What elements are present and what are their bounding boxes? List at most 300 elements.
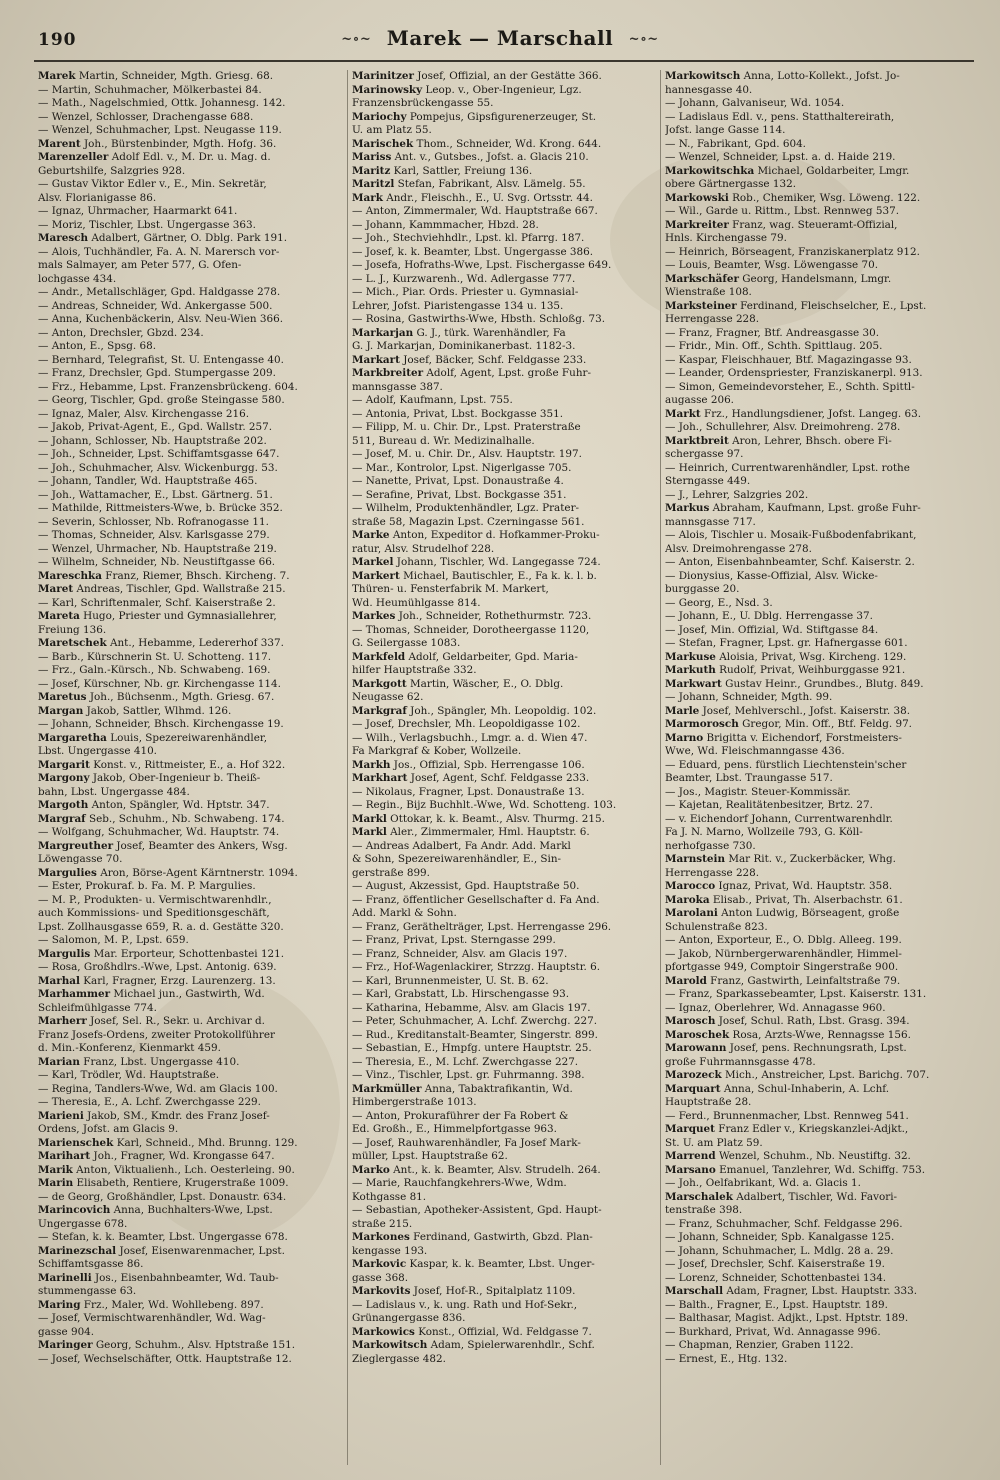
directory-entry: [38, 273, 341, 287]
entry-text: schergasse 97.: [665, 448, 744, 460]
directory-entry: [38, 462, 341, 476]
directory-entry: [352, 1191, 654, 1205]
directory-entry: [38, 907, 341, 921]
directory-entry: [665, 246, 967, 260]
directory-entry-surname: [352, 1164, 654, 1178]
entry-text: Wenzel, Schuhm., Nb. Neustiftg. 32.: [718, 1150, 911, 1162]
directory-entry: [38, 1231, 341, 1245]
directory-entry-surname: [38, 772, 341, 786]
entry-text: mals Salmayer, am Peter 577, G. Ofen-: [38, 259, 242, 271]
directory-entry-surname: [38, 1177, 341, 1191]
entry-surname: Marmorosch: [665, 718, 739, 730]
directory-entry-surname: [665, 1083, 967, 1097]
directory-entry: [38, 597, 341, 611]
entry-text: — Johann, Galvaniseur, Wd. 1054.: [665, 97, 845, 109]
directory-entry: [665, 286, 967, 300]
directory-entry-surname: [665, 894, 967, 908]
entry-text: pfortgasse 949, Comptoir Singerstraße 900.: [665, 961, 899, 973]
entry-text: — Louis, Beamter, Wsg. Löwengasse 70.: [665, 259, 879, 271]
directory-entry: [665, 1137, 967, 1151]
entry-text: — Math., Nagelschmied, Ottk. Johannesg. 142.: [38, 97, 286, 109]
entry-text: Grünangergasse 836.: [352, 1312, 466, 1324]
directory-entry: [38, 1312, 341, 1326]
entry-text: — Ignaz, Maler, Alsv. Kirchengasse 216.: [38, 407, 250, 420]
entry-surname: Marksteiner: [665, 299, 737, 312]
directory-entry: [352, 948, 654, 962]
entry-text: — Wolfgang, Schuhmacher, Wd. Hauptstr. 74.: [38, 826, 280, 838]
entry-text: Brigitta v. Eichendorf, Forstmeisters-: [706, 731, 902, 744]
entry-text: burggasse 20.: [665, 583, 740, 595]
directory-entry: [665, 448, 967, 462]
directory-entry: [38, 124, 341, 138]
entry-surname: Maring: [38, 1298, 81, 1311]
directory-entry: [665, 462, 967, 476]
entry-text: mannsgasse 717.: [665, 515, 756, 528]
directory-entry: [665, 570, 967, 584]
entry-surname: Markowics: [352, 1325, 415, 1338]
entry-surname: Maresch: [38, 232, 89, 244]
entry-text: — Severin, Schlosser, Nb. Rofranogasse 11.: [38, 515, 269, 528]
directory-entry-surname: [38, 705, 341, 719]
entry-text: Jakob, Ober-Ingenieur b. Theiß-: [92, 772, 261, 784]
directory-entry: [352, 340, 654, 354]
entry-text: straße 215.: [352, 1217, 413, 1230]
directory-entry: [352, 1056, 654, 1070]
entry-text: — August, Akzessist, Gpd. Hauptstraße 50.: [352, 880, 580, 892]
directory-entry: [352, 732, 654, 746]
entry-text: — Thomas, Schneider, Dorotheergasse 1120,: [352, 623, 590, 636]
entry-text: 511, Bureau d. Wr. Medizinalhalle.: [352, 434, 535, 447]
directory-entry: [38, 1029, 341, 1043]
directory-entry: [665, 151, 967, 165]
entry-text: — Joh., Wattamacher, E., Lbst. Gärtnerg. 51.: [38, 488, 273, 501]
directory-entry: [352, 1029, 654, 1043]
directory-entry: [665, 840, 967, 854]
directory-entry: [38, 745, 341, 759]
entry-text: Josef, Offizial, an der Gestätte 366.: [417, 70, 602, 82]
directory-entry: [352, 853, 654, 867]
entry-text: Michael, Bautischler, E., Fa k. k. l. b.: [403, 569, 597, 582]
entry-text: Rob., Chemiker, Wsg. Löweng. 122.: [732, 191, 921, 204]
entry-surname: Markowitsch: [665, 70, 741, 82]
entry-surname: Marquart: [665, 1082, 721, 1095]
directory-entry: [38, 259, 341, 273]
entry-text: Adam, Fragner, Lbst. Hauptstr. 333.: [726, 1285, 918, 1297]
entry-text: — Andr., Metallschläger, Gpd. Haldgasse 278.: [38, 286, 281, 298]
entry-text: — Ester, Prokuraf. b. Fa. M. P. Margulies.: [38, 880, 256, 892]
entry-text: — Franz, Schuhmacher, Schf. Feldgasse 296.: [665, 1217, 903, 1230]
entry-text: Adalbert, Tischler, Wd. Favori-: [736, 1190, 898, 1203]
directory-entry-surname: [38, 759, 341, 773]
directory-entry: [38, 84, 341, 98]
directory-entry: [38, 178, 341, 192]
directory-entry: [352, 124, 654, 138]
directory-entry-surname: [352, 111, 654, 125]
directory-entry: [665, 1056, 967, 1070]
entry-text: stummengasse 63.: [38, 1285, 137, 1297]
directory-entry: [38, 286, 341, 300]
directory-entry: [38, 894, 341, 908]
directory-entry-surname: [38, 1272, 341, 1286]
entry-text: Schleifmühlgasse 774.: [38, 1001, 157, 1014]
directory-entry: [352, 1177, 654, 1191]
entry-text: — Wil., Garde u. Rittm., Lbst. Rennweg 537.: [665, 205, 900, 217]
entry-surname: Marik: [38, 1163, 73, 1176]
directory-entry: [665, 961, 967, 975]
entry-text: Franz, wag. Steueramt-Offizial,: [732, 218, 898, 231]
entry-text: Joh., Bürstenbinder, Mgth. Hofg. 36.: [84, 137, 277, 150]
directory-entry: [665, 1218, 967, 1232]
entry-surname: Markt: [665, 407, 701, 420]
directory-entry: [38, 880, 341, 894]
entry-text: — Mar., Kontrolor, Lpst. Nigerlgasse 705.: [352, 461, 572, 474]
entry-surname: Marek: [38, 70, 76, 82]
directory-entry: [352, 286, 654, 300]
entry-text: Wienstraße 108.: [665, 286, 752, 298]
directory-entry: [38, 1083, 341, 1097]
directory-entry: [38, 921, 341, 935]
entry-text: — Dionysius, Kasse-Offizial, Alsv. Wicke-: [665, 569, 878, 582]
entry-surname: Marian: [38, 1055, 80, 1068]
entry-text: — Joh., Oelfabrikant, Wd. a. Glacis 1.: [665, 1177, 861, 1189]
entry-text: Franz Edler v., Kriegskanzlei-Adjkt.,: [718, 1123, 909, 1135]
entry-text: — Franz, Fragner, Btf. Andreasgasse 30.: [665, 326, 880, 339]
entry-surname: Marischek: [352, 137, 414, 150]
entry-surname: Marschalek: [665, 1190, 733, 1203]
entry-text: Hauptstraße 28.: [665, 1096, 752, 1108]
entry-surname: Mark: [352, 191, 383, 204]
entry-text: — Johann, E., U. Dblg. Herrengasse 37.: [665, 610, 873, 622]
entry-text: — Regin., Bijz Buchhlt.-Wwe, Wd. Schotteng. 103.: [352, 799, 617, 811]
entry-text: Anna, Lotto-Kollekt., Jofst. Jo-: [743, 70, 900, 82]
entry-surname: Marhammer: [38, 988, 111, 1000]
directory-entry-surname: [352, 570, 654, 584]
directory-entry: [665, 381, 967, 395]
directory-entry: [352, 448, 654, 462]
directory-entry: [38, 205, 341, 219]
directory-entry-surname: [665, 1164, 967, 1178]
directory-entry-surname: [665, 70, 967, 84]
entry-surname: Markarjan: [352, 326, 414, 339]
entry-text: — Nikolaus, Fragner, Lpst. Donaustraße 13.: [352, 785, 585, 798]
entry-text: d. Min.-Konferenz, Kienmarkt 459.: [38, 1042, 221, 1054]
entry-text: — Anton, Drechsler, Gbzd. 234.: [38, 326, 204, 339]
directory-entry: [352, 435, 654, 449]
entry-text: — Serafine, Privat, Lbst. Bockgasse 351.: [352, 488, 567, 501]
directory-entry: [665, 1204, 967, 1218]
entry-surname: Markreiter: [665, 218, 729, 231]
entry-text: Elisab., Privat, Th. Alserbachstr. 61.: [712, 893, 903, 906]
entry-text: — Gustav Viktor Edler v., E., Min. Sekretär,: [38, 178, 267, 190]
directory-entry-surname: [352, 678, 654, 692]
directory-entry: [665, 813, 967, 827]
directory-entry: [38, 1069, 341, 1083]
entry-text: — Franz, Schneider, Alsv. am Glacis 197.: [352, 947, 568, 960]
directory-entry: [352, 975, 654, 989]
directory-entry: [352, 1218, 654, 1232]
entry-surname: Margan: [38, 704, 84, 717]
directory-entry: [352, 394, 654, 408]
entry-text: Anna, Schul-Inhaberin, A. Lchf.: [723, 1082, 890, 1095]
entry-text: Hugo, Priester und Gymnasiallehrer,: [83, 610, 277, 622]
entry-surname: Mareschka: [38, 569, 102, 582]
directory-entry-surname: [352, 1339, 654, 1353]
entry-text: — Wenzel, Schlosser, Drachengasse 688.: [38, 110, 254, 123]
entry-text: hannesgasse 40.: [665, 83, 753, 96]
entry-surname: Marke: [352, 529, 390, 541]
entry-text: — Filipp, M. u. Chir. Dr., Lpst. Praterstraße: [352, 421, 581, 433]
entry-text: Josef, Hof-R., Spitalplatz 1109.: [413, 1285, 576, 1297]
entry-text: — Johann, Schneider, Bhsch. Kirchengasse 19.: [38, 718, 284, 730]
directory-entry: [352, 205, 654, 219]
directory-entry-surname: [665, 192, 967, 206]
directory-entry-surname: [665, 678, 967, 692]
entry-text: — Rosa, Großhdlrs.-Wwe, Lpst. Antonig. 639.: [38, 961, 277, 973]
entry-surname: Markl: [352, 812, 387, 825]
entry-text: — Martin, Schuhmacher, Mölkerbastei 84.: [38, 83, 262, 96]
entry-text: Ungergasse 678.: [38, 1217, 128, 1230]
directory-entry: [38, 367, 341, 381]
entry-text: Jos., Offizial, Spb. Herrengasse 106.: [393, 758, 585, 771]
entry-surname: Marle: [665, 704, 700, 717]
directory-entry-surname: [665, 502, 967, 516]
directory-entry: [38, 961, 341, 975]
directory-entry: [665, 867, 967, 881]
directory-entry: [665, 745, 967, 759]
directory-entry: [665, 84, 967, 98]
entry-surname: Marinelli: [38, 1271, 92, 1284]
entry-surname: Maret: [38, 583, 74, 595]
entry-text: — Josefa, Hofraths-Wwe, Lpst. Fischergasse 649.: [352, 259, 612, 271]
entry-text: — Georg, Tischler, Gpd. große Steingasse 580.: [38, 394, 285, 406]
entry-text: — Marie, Rauchfangkehrers-Wwe, Wdm.: [352, 1177, 567, 1189]
directory-entry-surname: [38, 1150, 341, 1164]
directory-entry-surname: [38, 232, 341, 246]
entry-text: Frz., Maler, Wd. Wohllebeng. 897.: [83, 1298, 264, 1311]
entry-text: — v. Eichendorf Johann, Currentwarenhdlr.: [665, 812, 893, 825]
entry-text: — Ernest, E., Htg. 132.: [665, 1352, 788, 1365]
entry-surname: Margoth: [38, 799, 89, 811]
entry-surname: Maroka: [665, 893, 710, 906]
entry-text: Konst. v., Rittmeister, E., a. Hof 322.: [93, 758, 286, 771]
entry-text: — Anton, Zimmermaler, Wd. Hauptstraße 667.: [352, 205, 598, 217]
entry-surname: Marsano: [665, 1163, 716, 1176]
entry-text: — Josef, M. u. Chir. Dr., Alsv. Hauptstr. 197.: [352, 448, 582, 460]
directory-entry: [38, 1123, 341, 1137]
page-number: 190: [38, 30, 77, 50]
entry-surname: Margreuther: [38, 839, 114, 852]
entry-surname: Marktbreit: [665, 434, 729, 447]
directory-entry: [665, 1353, 967, 1367]
entry-text: — Nanette, Privat, Lpst. Donaustraße 4.: [352, 475, 564, 487]
directory-entry-surname: [38, 1110, 341, 1124]
entry-text: Aloisia, Privat, Wsg. Kircheng. 129.: [719, 650, 907, 663]
entry-text: Lbst. Ungergasse 410.: [38, 745, 157, 757]
entry-text: — de Georg, Großhändler, Lpst. Donaustr. 634.: [38, 1190, 287, 1203]
directory-entry: [352, 1299, 654, 1313]
entry-surname: Marocco: [665, 880, 716, 892]
entry-text: Konst., Offizial, Wd. Feldgasse 7.: [418, 1325, 592, 1338]
entry-text: Wwe, Wd. Fleischmanngasse 436.: [665, 745, 845, 757]
directory-entry-surname: [352, 1285, 654, 1299]
directory-entry: [665, 259, 967, 273]
entry-text: Anton, Expeditor d. Hofkammer-Proku-: [392, 529, 600, 541]
entry-text: gasse 904.: [38, 1325, 95, 1338]
directory-entry: [665, 111, 967, 125]
directory-entry-surname: [38, 948, 341, 962]
entry-text: Josef, Agent, Schf. Feldgasse 233.: [410, 772, 590, 784]
entry-text: Aron, Lehrer, Bhsch. obere Fi-: [732, 434, 892, 447]
entry-surname: Markowitsch: [352, 1339, 428, 1351]
ornament-right-icon: ~∘~: [628, 32, 659, 47]
directory-entry-surname: [352, 327, 654, 341]
directory-entry: [352, 300, 654, 314]
entry-text: Mich., Anstreicher, Lpst. Barichg. 707.: [725, 1069, 930, 1081]
directory-entry: [38, 853, 341, 867]
entry-surname: Margulies: [38, 866, 97, 879]
header-rule: [34, 60, 974, 62]
directory-entry-surname: [38, 1339, 341, 1353]
entry-surname: Marosch: [665, 1015, 716, 1027]
directory-entry-surname: [665, 1069, 967, 1083]
entry-text: hilfer Hauptstraße 332.: [352, 664, 477, 676]
entry-text: — Salomon, M. P., Lpst. 659.: [38, 934, 189, 946]
directory-entry: [38, 435, 341, 449]
entry-text: — Katharina, Hebamme, Alsv. am Glacis 197.: [352, 1001, 591, 1014]
directory-entry: [665, 786, 967, 800]
directory-entry: [352, 246, 654, 260]
directory-entry-surname: [352, 1231, 654, 1245]
entry-text: Anton Ludwig, Börseagent, große: [721, 907, 900, 919]
directory-entry: [352, 745, 654, 759]
directory-entry-surname: [352, 70, 654, 84]
entry-text: — Thomas, Schneider, Alsv. Karlsgasse 279.: [38, 529, 270, 541]
entry-text: ratur, Alsv. Strudelhof 228.: [352, 542, 495, 555]
directory-entry: [38, 165, 341, 179]
entry-text: — Stefan, k. k. Beamter, Lbst. Ungergasse 678.: [38, 1231, 288, 1243]
directory-entry: [38, 651, 341, 665]
entry-text: — Adolf, Kaufmann, Lpst. 755.: [352, 394, 513, 406]
directory-entry: [665, 138, 967, 152]
directory-entry-surname: [38, 1164, 341, 1178]
entry-text: Josef, Beamter des Ankers, Wsg.: [116, 839, 288, 852]
directory-entry: [38, 543, 341, 557]
entry-text: Josef, Schul. Rath, Lbst. Grasg. 394.: [718, 1015, 910, 1027]
entry-surname: Maroschek: [665, 1028, 730, 1041]
directory-entry: [38, 97, 341, 111]
directory-entry: [352, 691, 654, 705]
directory-entry: [352, 1353, 654, 1367]
entry-surname: Markgraf: [352, 704, 407, 717]
entry-text: Adam, Spielerwarenhdlr., Schf.: [430, 1339, 595, 1351]
directory-entry-surname: [38, 1056, 341, 1070]
directory-entry: [352, 921, 654, 935]
directory-entry: [352, 907, 654, 921]
directory-entry-surname: [352, 84, 654, 98]
entry-text: — Franz, Privat, Lpst. Sterngasse 299.: [352, 934, 556, 946]
directory-entry-surname: [38, 138, 341, 152]
entry-text: Michael jun., Gastwirth, Wd.: [113, 988, 265, 1000]
entry-surname: Markmüller: [352, 1082, 422, 1095]
entry-text: Josef, Eisenwarenmacher, Lpst.: [119, 1244, 285, 1257]
directory-entry: [665, 367, 967, 381]
entry-surname: Mariochy: [352, 110, 407, 123]
entry-text: — Anton, Prokuraführer der Fa Robert &: [352, 1109, 569, 1122]
directory-entry: [665, 1299, 967, 1313]
entry-text: Joh., Schneider, Rothethurmstr. 723.: [398, 610, 592, 622]
entry-surname: Markfeld: [352, 650, 406, 663]
entry-surname: Marhal: [38, 974, 80, 987]
entry-surname: Markschäfer: [665, 272, 739, 285]
entry-text: G. J. Markarjan, Dominikanerbast. 1182-3.: [352, 340, 576, 352]
entry-text: Anton, Spängler, Wd. Hptstr. 347.: [91, 799, 270, 811]
directory-entry: [665, 313, 967, 327]
directory-entry: [352, 489, 654, 503]
entry-text: Jakob, Sattler, Wlhmd. 126.: [86, 704, 232, 717]
directory-entry: [38, 489, 341, 503]
directory-entry-surname: [665, 975, 967, 989]
entry-surname: Marrend: [665, 1150, 716, 1162]
entry-text: Ignaz, Privat, Wd. Hauptstr. 358.: [718, 880, 893, 892]
entry-text: — M. P., Produkten- u. Vermischtwarenhdlr.,: [38, 893, 272, 906]
entry-text: Jos., Eisenbahnbeamter, Wd. Taub-: [94, 1271, 279, 1284]
directory-entry: [352, 1002, 654, 1016]
directory-entry: [665, 543, 967, 557]
directory-entry: [665, 1339, 967, 1353]
directory-entry: [38, 354, 341, 368]
directory-entry-surname: [352, 367, 654, 381]
directory-entry: [352, 232, 654, 246]
entry-text: — Josef, k. k. Beamter, Lbst. Ungergasse 386.: [352, 245, 594, 258]
directory-entry: [352, 1069, 654, 1083]
entry-text: — Johann, Schuhmacher, L. Mdlg. 28 a. 29.: [665, 1244, 894, 1257]
entry-text: — Moriz, Tischler, Lbst. Ungergasse 363.: [38, 218, 256, 231]
directory-entry-surname: [665, 880, 967, 894]
entry-text: — J., Lehrer, Salzgries 202.: [665, 488, 809, 501]
entry-text: Franz Josefs-Ordens, zweiter Protokollführer: [38, 1028, 275, 1041]
entry-surname: Maringer: [38, 1339, 93, 1351]
directory-entry: [38, 1218, 341, 1232]
directory-entry: [665, 826, 967, 840]
entry-text: Fa Markgraf & Kober, Wollzeile.: [352, 745, 522, 757]
entry-text: — Kaspar, Fleischhauer, Btf. Magazingasse 93.: [665, 353, 912, 366]
directory-entry-surname: [38, 975, 341, 989]
directory-entry: [352, 313, 654, 327]
entry-text: Neugasse 62.: [352, 691, 424, 703]
entry-text: — Anton, E., Spsg. 68.: [38, 340, 156, 352]
entry-text: Ferdinand, Gastwirth, Gbzd. Plan-: [413, 1231, 593, 1243]
entry-text: Zieglergasse 482.: [352, 1352, 446, 1365]
directory-entry: [665, 394, 967, 408]
entry-text: — Karl, Schriftenmaler, Schf. Kaiserstraße 2.: [38, 596, 276, 609]
entry-surname: Marschall: [665, 1285, 724, 1297]
entry-text: — Simon, Gemeindevorsteher, E., Schth. Spittl-: [665, 380, 915, 393]
directory-entry-surname: [665, 435, 967, 449]
directory-entry-surname: [352, 705, 654, 719]
entry-text: Fa J. N. Marno, Wollzeile 793, G. Köll-: [665, 826, 863, 838]
entry-text: — Rosina, Gastwirths-Wwe, Hbsth. Schloßg. 73.: [352, 313, 606, 325]
entry-text: — Stefan, Fragner, Lpst. gr. Hafnergasse 601.: [665, 637, 908, 649]
entry-text: Pompejus, Gipsfigurenerzeuger, St.: [409, 110, 597, 123]
entry-text: Lpst. Zollhausgasse 659, R. a. d. Gestätte 320.: [38, 920, 284, 933]
directory-entry-surname: [665, 907, 967, 921]
entry-surname: Maritz: [352, 164, 391, 177]
entry-text: Josef, pens. Rechnungsrath, Lpst.: [729, 1042, 907, 1054]
column-middle: [347, 70, 660, 1465]
directory-entry: [665, 529, 967, 543]
entry-surname: Markuse: [665, 650, 716, 663]
entry-text: — Kajetan, Realitätenbesitzer, Brtz. 27.: [665, 799, 873, 811]
